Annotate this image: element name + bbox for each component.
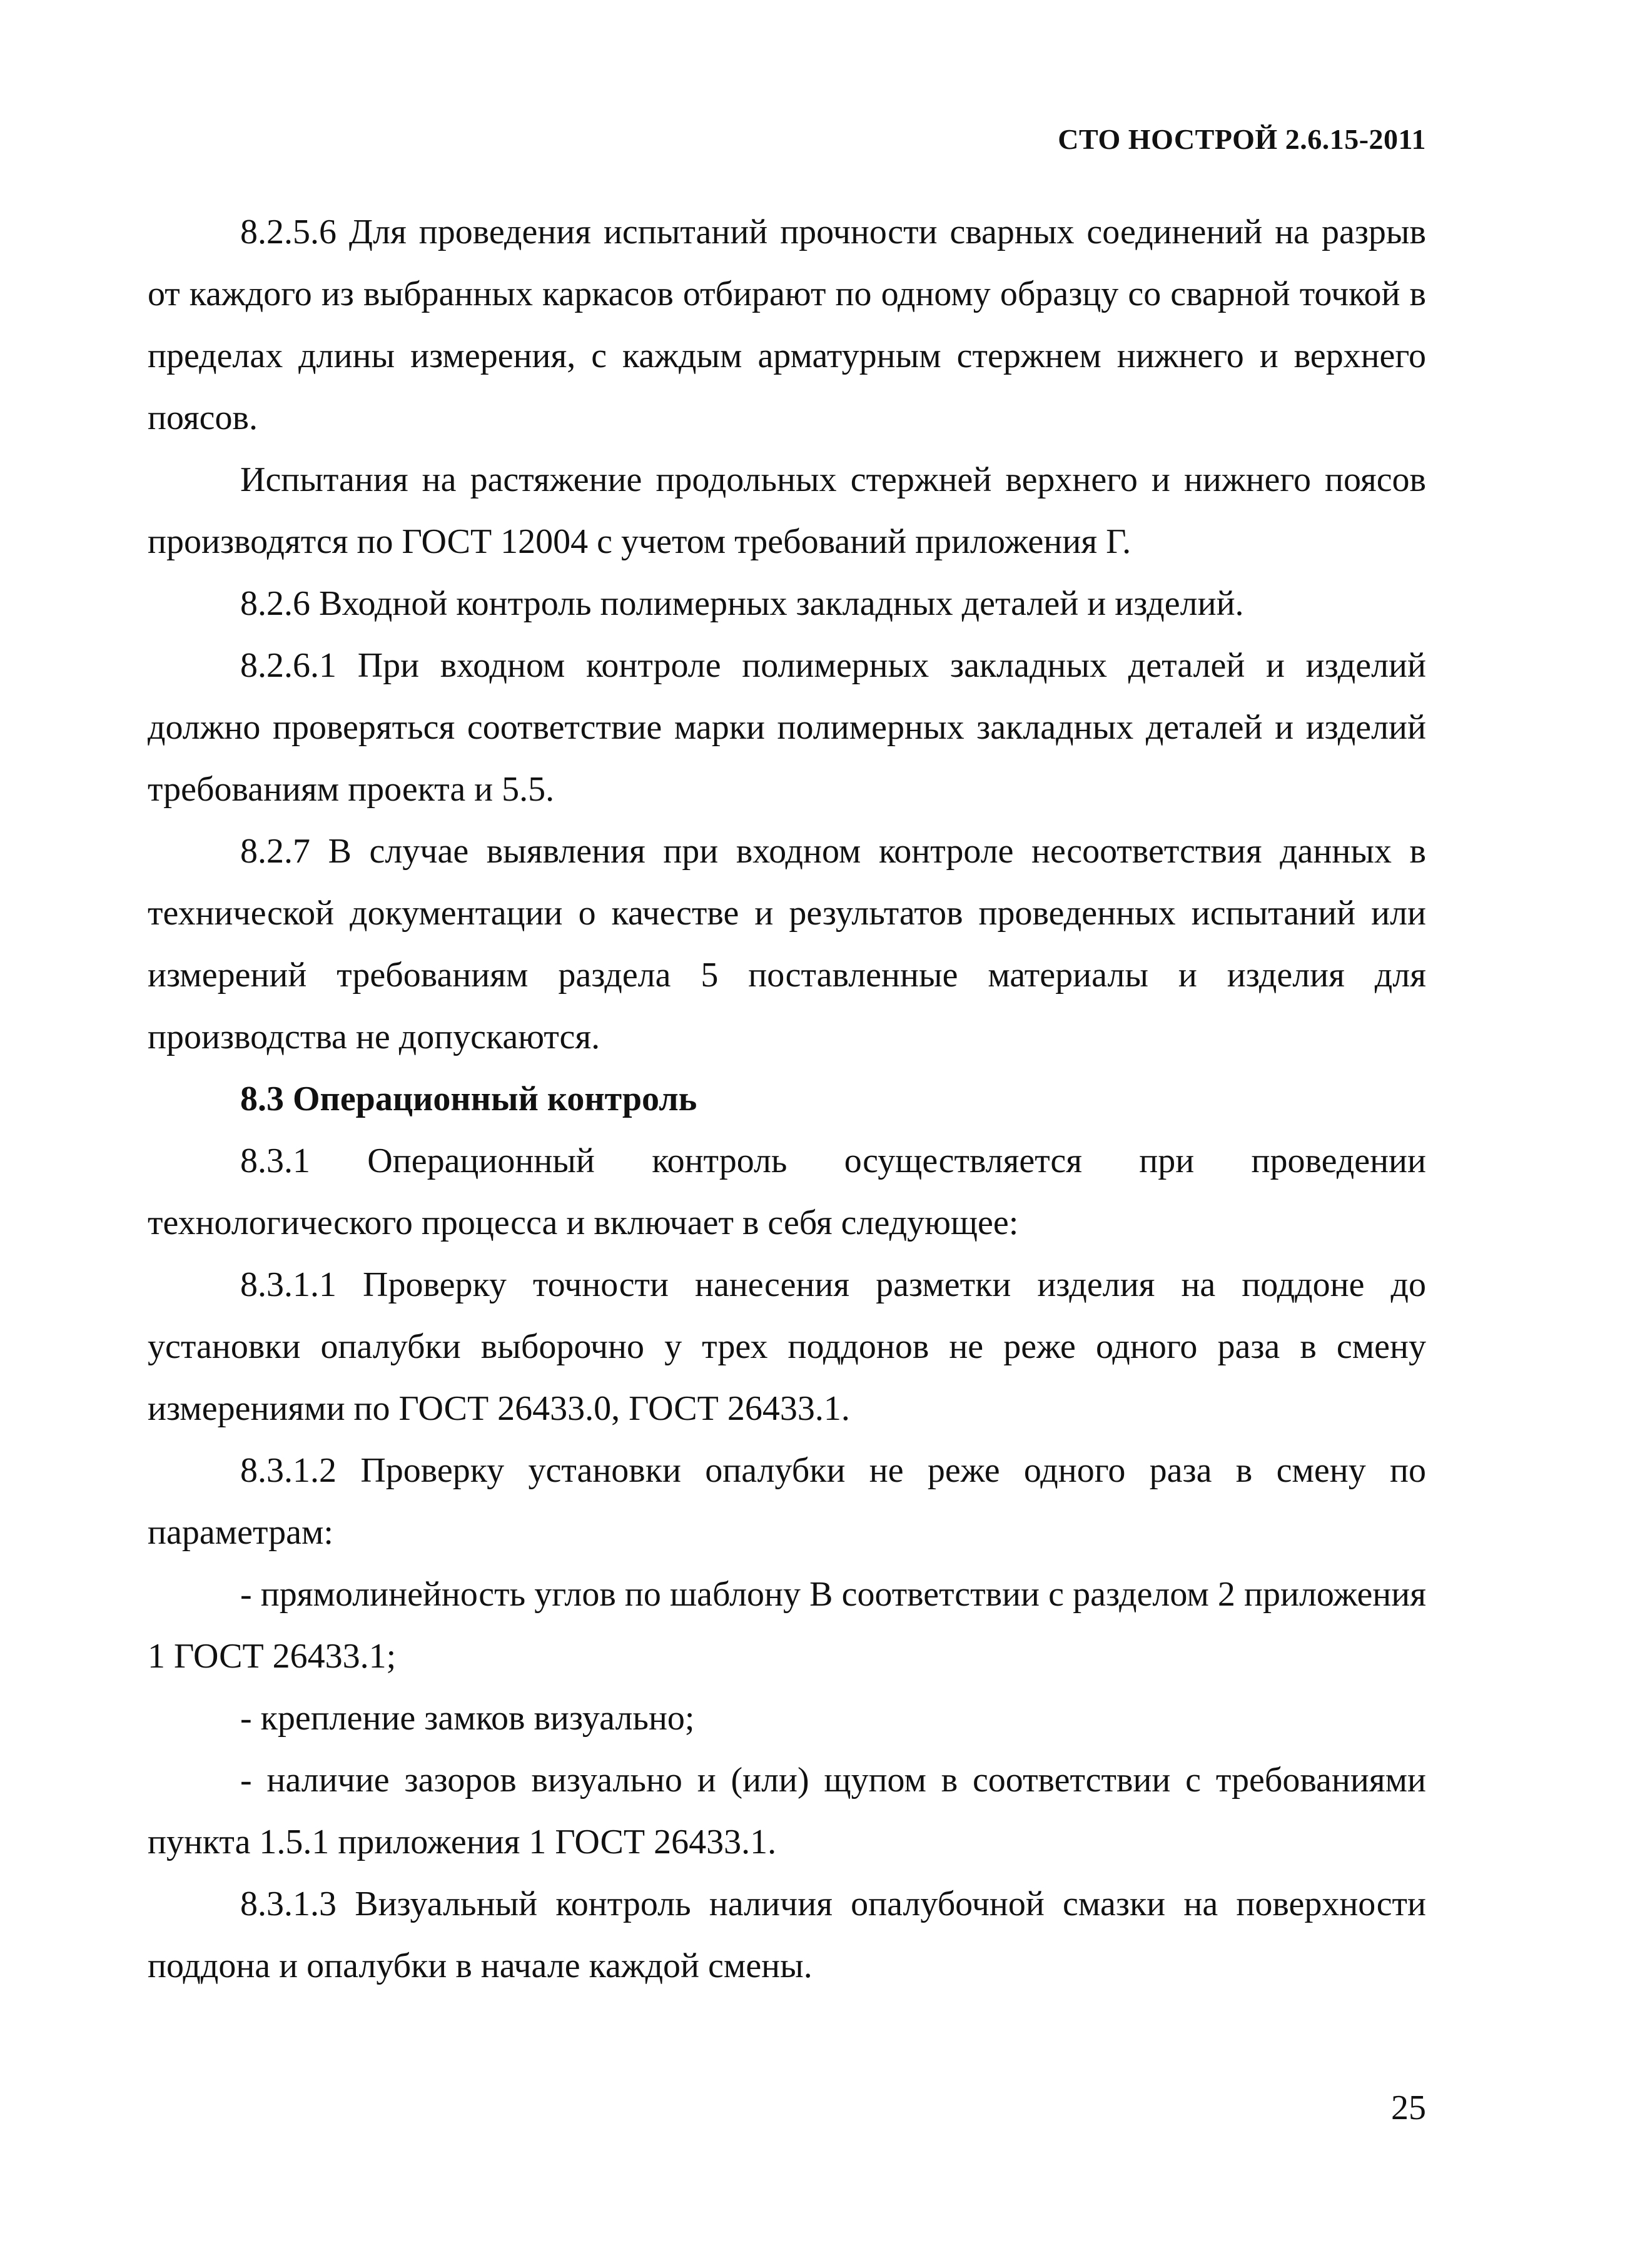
document-body <box>148 201 1426 1997</box>
list-item-gaps: - наличие зазоров визуально и (или) щупом в соответствии с требованиями пункта 1.5.1 приложения 1 ГОСТ 26433.1. <box>148 1761 1426 1861</box>
paragraph-8-3-1-1: 8.3.1.1 Проверку точности нанесения разметки изделия на поддоне до установки опалубки выборочно у трех поддонов не реже одного раза в смену измерениями по ГОСТ 26433.0, ГОСТ 26433.1. <box>148 1265 1426 1428</box>
paragraph-8-2-6: 8.2.6 Входной контроль полимерных закладных деталей и изделий. <box>240 584 1244 623</box>
paragraph-8-3-1-3: 8.3.1.3 Визуальный контроль наличия опалубочной смазки на поверхности поддона и опалубки в начале каждой смены. <box>148 1885 1426 1985</box>
paragraph-8-2-6-1: 8.2.6.1 При входном контроле полимерных закладных деталей и изделий должно проверяться соответствие марки полимерных закладных деталей и изделий требованиям проекта и 5.5. <box>148 646 1426 809</box>
paragraph-8-2-7: 8.2.7 В случае выявления при входном контроле несоответствия данных в технической документации о качестве и результатов проведенных испытаний или измерений требованиям раздела 5 поставленные материалы и изделия для производства не допускаются. <box>148 832 1426 1056</box>
paragraph-tensile-tests: Испытания на растяжение продольных стержней верхнего и нижнего поясов производятся по ГОСТ 12004 с учетом требований приложения Г. <box>148 460 1426 561</box>
list-item-angles: - прямолинейность углов по шаблону В соответствии с разделом 2 приложения 1 ГОСТ 26433.1; <box>148 1575 1426 1676</box>
paragraph-8-3-1-2: 8.3.1.2 Проверку установки опалубки не реже одного раза в смену по параметрам: <box>148 1451 1426 1552</box>
paragraph-8-3-1: 8.3.1 Операционный контроль осуществляется при проведении технологического процесса и включает в себя следующее: <box>148 1142 1426 1242</box>
paragraph-8-2-5-6: 8.2.5.6 Для проведения испытаний прочности сварных соединений на разрыв от каждого из выбранных каркасов отбирают по одному образцу со сварной точкой в пределах длины измерения, с каждым арматурным стержнем нижнего и верхнего поясов. <box>148 213 1426 437</box>
section-heading-8-3: 8.3 Операционный контроль <box>240 1080 697 1118</box>
page-number: 25 <box>1391 2088 1426 2127</box>
document-code-header: СТО НОСТРОЙ 2.6.15-2011 <box>1058 123 1426 155</box>
list-item-locks: - крепление замков визуально; <box>240 1699 695 1738</box>
